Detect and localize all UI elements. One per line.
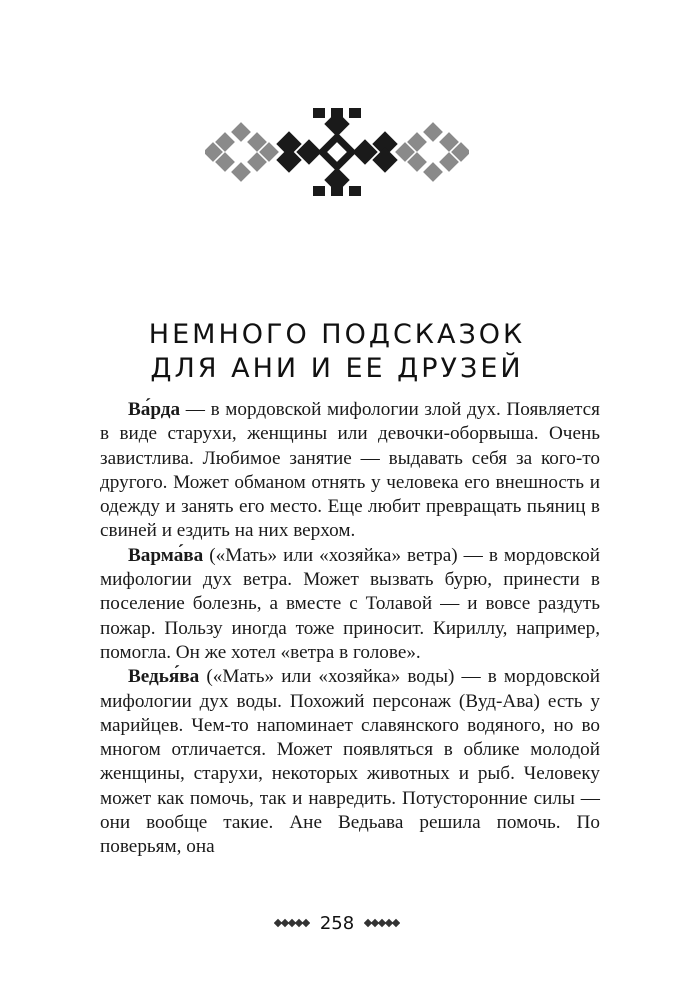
entry-term: Варма́ва	[128, 544, 204, 566]
page-title-line-1: НЕМНОГО ПОДСКАЗОК	[148, 319, 526, 350]
ornament-header-icon	[205, 108, 469, 196]
glossary-entry	[100, 665, 600, 859]
glossary-text	[100, 398, 600, 860]
glossary-entry	[100, 398, 600, 544]
entry-term: Ведья́ва	[128, 666, 200, 688]
footer-ornament-left-icon	[274, 918, 310, 928]
entry-definition: («Мать» или «хозяйка» воды) — в мордовской мифологии дух воды. Похожий персонаж (Вуд-Ава) есть у марийцев. Чем-то напоминает славянского водяного, но во многом отличается. Может появляться в облике молодой женщины, старухи, некоторых животных и рыб. Человеку может как помочь, так и навредить. Потусторонние силы — они вообще такие. Ане Ведьава решила помочь. По поверьям, она	[100, 666, 600, 858]
glossary-entry	[100, 544, 600, 665]
page-footer	[0, 909, 674, 937]
entry-definition: («Мать» или «хозяйка» ветра) — в мордовской мифологии дух ветра. Может вызвать бурю, принести в поселение болезнь, а вместе с Толавой — и вовсе раздуть пожар. Пользу иногда тоже приносит. Кириллу, например, помогла. Он же хотел «ветра в голове».	[100, 544, 600, 663]
footer-ornament-right-icon	[364, 918, 400, 928]
page-title-line-2: ДЛЯ АНИ И ЕЕ ДРУЗЕЙ	[150, 353, 524, 384]
entry-term: Ва́рда	[128, 399, 181, 420]
page-number: 258	[319, 912, 355, 934]
entry-definition: — в мордовской мифологии злой дух. Появляется в виде старухи, женщины или девочки-оборвыша. Очень завистлива. Любимое занятие — выдавать себя за кого-то другого. Может обманом отнять у человека его внешность и одежду и занять его место. Еще любит превращать пьяниц в свиней и ездить на них верхом.	[100, 399, 600, 542]
